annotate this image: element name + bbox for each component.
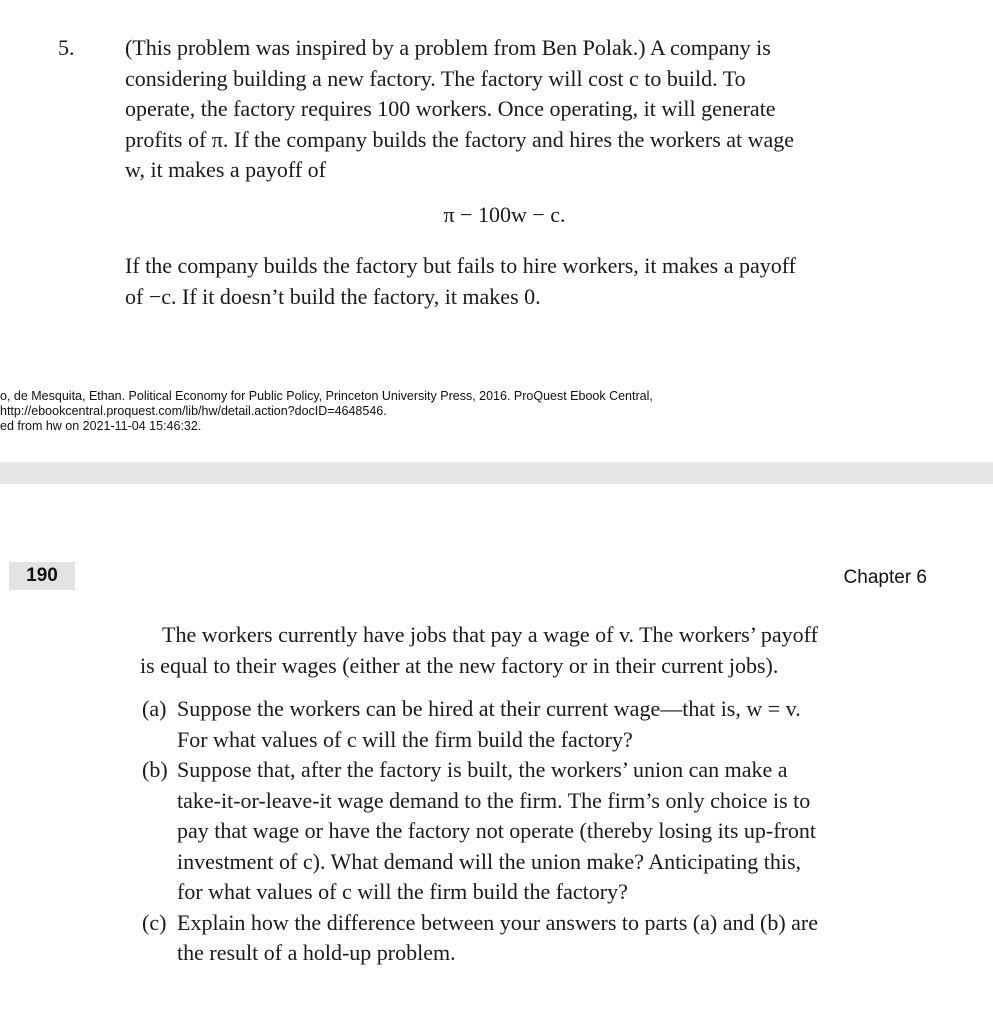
part-line: the result of a hold-up problem. xyxy=(177,940,456,965)
problem-statement xyxy=(125,33,905,186)
part-line: take-it-or-leave-it wage demand to the firm. The firm’s only choice is to xyxy=(177,787,811,813)
part-line: For what values of c will the firm build the factory? xyxy=(177,726,633,752)
part-line: for what values of c will the firm build the factory? xyxy=(177,879,628,904)
citation-footer xyxy=(0,389,653,434)
problem-line: (This problem was inspired by a problem from Ben Polak.) A company is xyxy=(125,35,771,60)
part-line: investment of c). What demand will the union make? Anticipating this, xyxy=(177,848,802,874)
part-line: Suppose the workers can be hired at their current wage—that is, w = v. xyxy=(177,696,801,721)
problem-intro xyxy=(140,620,940,681)
part-b xyxy=(140,755,940,908)
citation-line: o, de Mesquita, Ethan. Political Economy for Public Policy, Princeton University Press, 2016. ProQuest Ebook Central, xyxy=(0,389,653,403)
intro-line: is equal to their wages (either at the new factory or in their current jobs). xyxy=(140,652,779,678)
problem-line: operate, the factory requires 100 workers. Once operating, it will generate xyxy=(125,96,776,121)
problem-continuation xyxy=(125,251,905,312)
part-line: pay that wage or have the factory not operate (thereby losing its up-front xyxy=(177,818,816,843)
part-label: (c) xyxy=(142,909,167,935)
part-label: (b) xyxy=(142,757,168,782)
citation-link[interactable]: http://ebookcentral.proquest.com/lib/hw/detail.action?docID=4648546. xyxy=(0,404,387,418)
page-break-divider xyxy=(0,462,993,484)
chapter-label: Chapter 6 xyxy=(843,567,927,588)
problem-line: If the company builds the factory but fails to hire workers, it makes a payoff xyxy=(125,253,797,278)
problem-line: considering building a new factory. The factory will cost c to build. To xyxy=(125,65,746,91)
problem-line: profits of π. If the company builds the factory and hires the workers at wage xyxy=(125,126,795,152)
problem-line: of −c. If it doesn’t build the factory, it makes 0. xyxy=(125,283,541,309)
intro-line: The workers currently have jobs that pay a wage of v. The workers’ payoff xyxy=(162,622,818,647)
citation-line: ed from hw on 2021-11-04 15:46:32. xyxy=(0,419,202,433)
page-number: 190 xyxy=(9,562,75,590)
problem-line: w, it makes a payoff of xyxy=(125,157,326,182)
part-label: (a) xyxy=(142,696,167,721)
problem-parts xyxy=(140,694,940,969)
problem-number: 5. xyxy=(58,35,75,60)
payoff-formula: π − 100w − c. xyxy=(443,202,566,227)
part-c xyxy=(140,908,940,969)
part-a xyxy=(140,694,940,755)
part-line: Suppose that, after the factory is built, the workers’ union can make a xyxy=(177,757,788,782)
part-line: Explain how the difference between your answers to parts (a) and (b) are xyxy=(177,909,818,935)
